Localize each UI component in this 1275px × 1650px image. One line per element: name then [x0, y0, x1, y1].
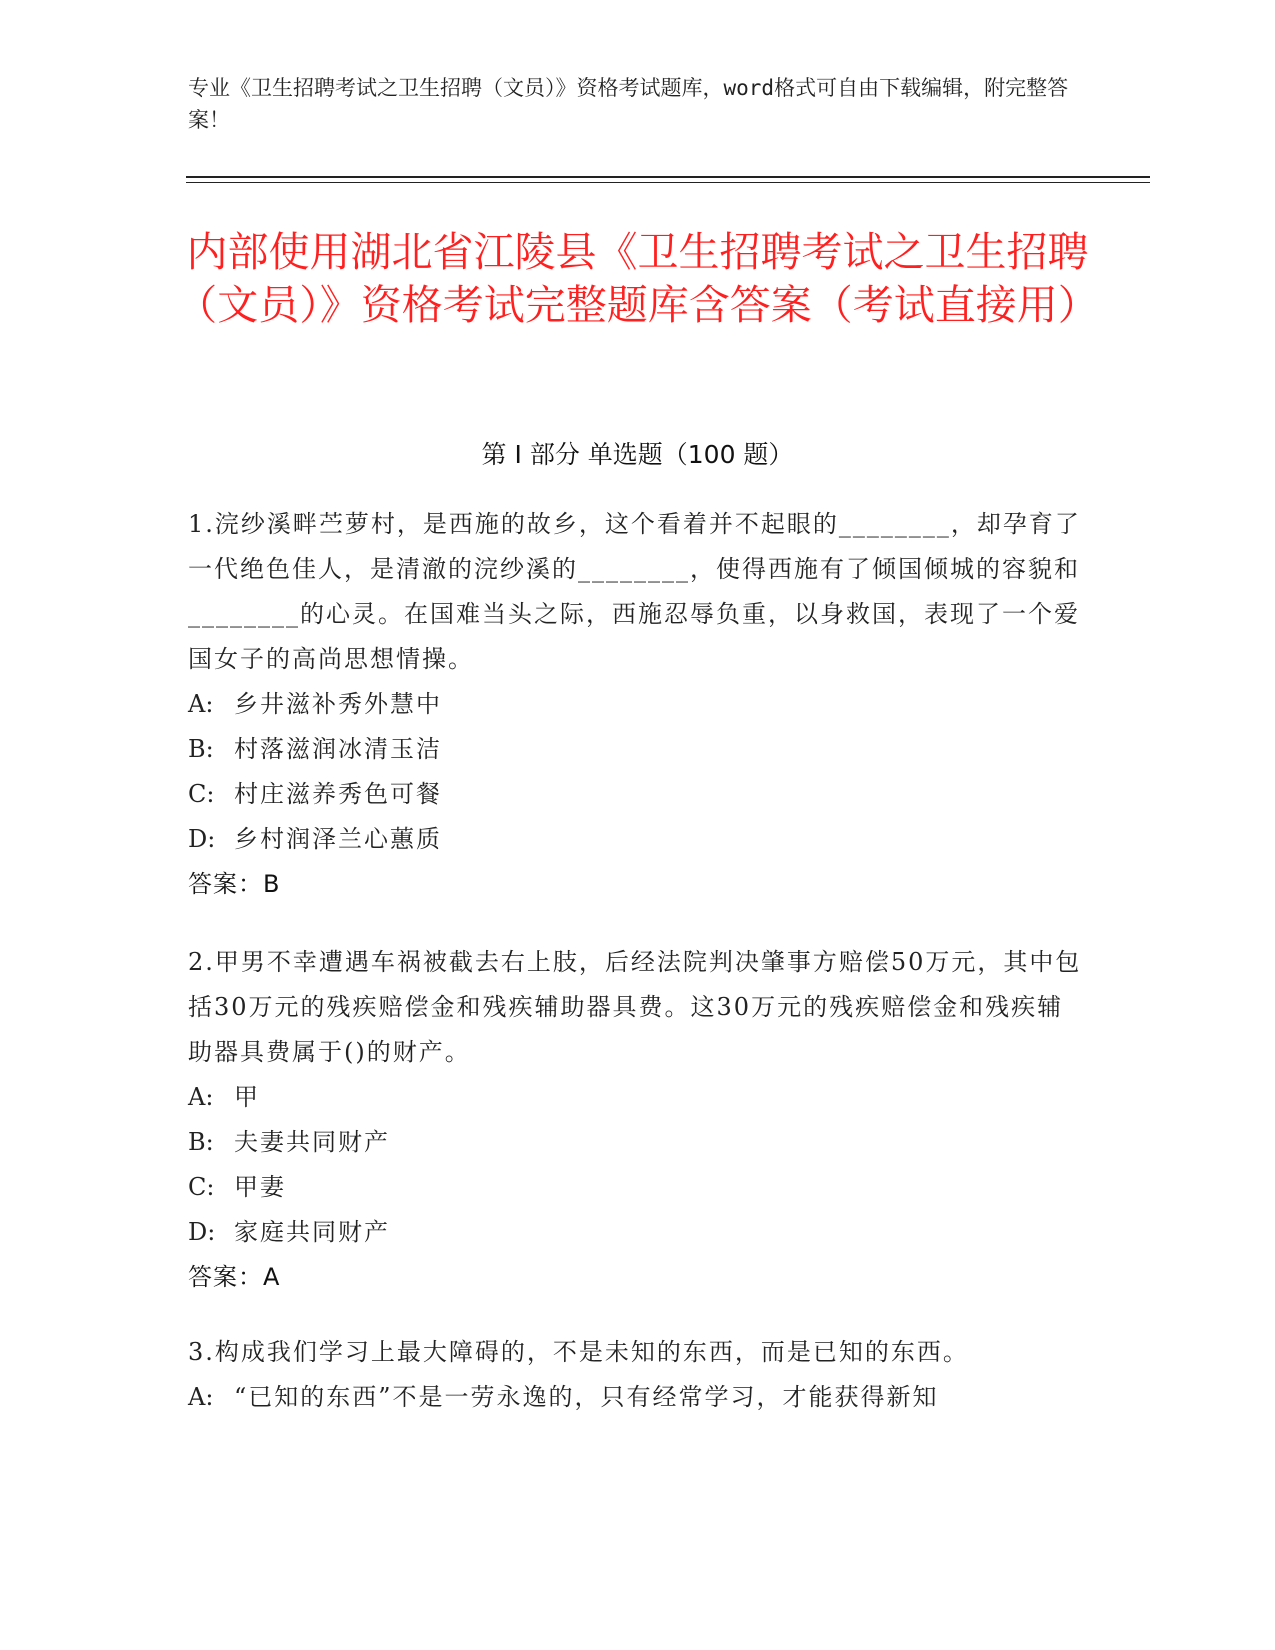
option-text: 夫妻共同财产 [234, 1128, 390, 1156]
option-key: C: [188, 780, 215, 808]
question-2 [188, 940, 1088, 1300]
question-1 [188, 502, 1088, 907]
option-text: 村落滋润冰清玉洁 [234, 735, 442, 763]
question-3 [188, 1330, 1088, 1420]
option-c [188, 1165, 1088, 1210]
header-divider-thin [186, 182, 1150, 183]
option-text: 村庄滋养秀色可餐 [234, 780, 442, 808]
option-a [188, 1075, 1088, 1120]
option-key: A: [188, 690, 214, 718]
option-text: 家庭共同财产 [234, 1218, 390, 1246]
option-a [188, 682, 1088, 727]
question-text: 3.构成我们学习上最大障碍的，不是未知的东西，而是已知的东西。 [188, 1338, 969, 1366]
option-key: A: [188, 1083, 214, 1111]
option-text: 乡村润泽兰心蕙质 [234, 825, 442, 853]
option-text: 甲妻 [234, 1173, 286, 1201]
option-text: 甲 [234, 1083, 260, 1111]
option-c [188, 772, 1088, 817]
answer: 答案：B [188, 870, 281, 898]
option-key: B: [188, 1128, 214, 1156]
option-d [188, 1210, 1088, 1255]
option-b [188, 727, 1088, 772]
header-note: 专业《卫生招聘考试之卫生招聘（文员）》资格考试题库，word格式可自由下载编辑，附完整答案！ [188, 76, 1069, 132]
option-key: D: [188, 825, 216, 853]
option-a [188, 1375, 1088, 1420]
question-text: 1.浣纱溪畔苎萝村，是西施的故乡，这个看着并不起眼的________，却孕育了一代绝色佳人，是清澈的浣纱溪的________，使得西施有了倾国倾城的容貌和________的心灵。在国难当头之际，西施忍辱负重，以身救国，表现了一个爱国女子的高尚思想情操。 [188, 510, 1081, 673]
option-b [188, 1120, 1088, 1165]
option-key: D: [188, 1218, 216, 1246]
question-text: 2.甲男不幸遭遇车祸被截去右上肢，后经法院判决肇事方赔偿50万元，其中包括30万元的残疾赔偿金和残疾辅助器具费。这30万元的残疾赔偿金和残疾辅助器具费属于()的财产。 [188, 948, 1082, 1066]
answer: 答案：A [188, 1263, 281, 1291]
option-d [188, 817, 1088, 862]
option-text: “已知的东西”不是一劳永逸的，只有经常学习，才能获得新知 [234, 1383, 939, 1411]
option-key: A: [188, 1383, 214, 1411]
option-key: C: [188, 1173, 215, 1201]
option-text: 乡井滋补秀外慧中 [234, 690, 442, 718]
document-title: 内部使用湖北省江陵县《卫生招聘考试之卫生招聘（文员）》资格考试完整题库含答案（考试直接用） [176, 228, 1099, 329]
header-divider [186, 176, 1150, 178]
option-key: B: [188, 735, 214, 763]
section-heading: 第 I 部分 单选题（100 题） [481, 440, 794, 469]
